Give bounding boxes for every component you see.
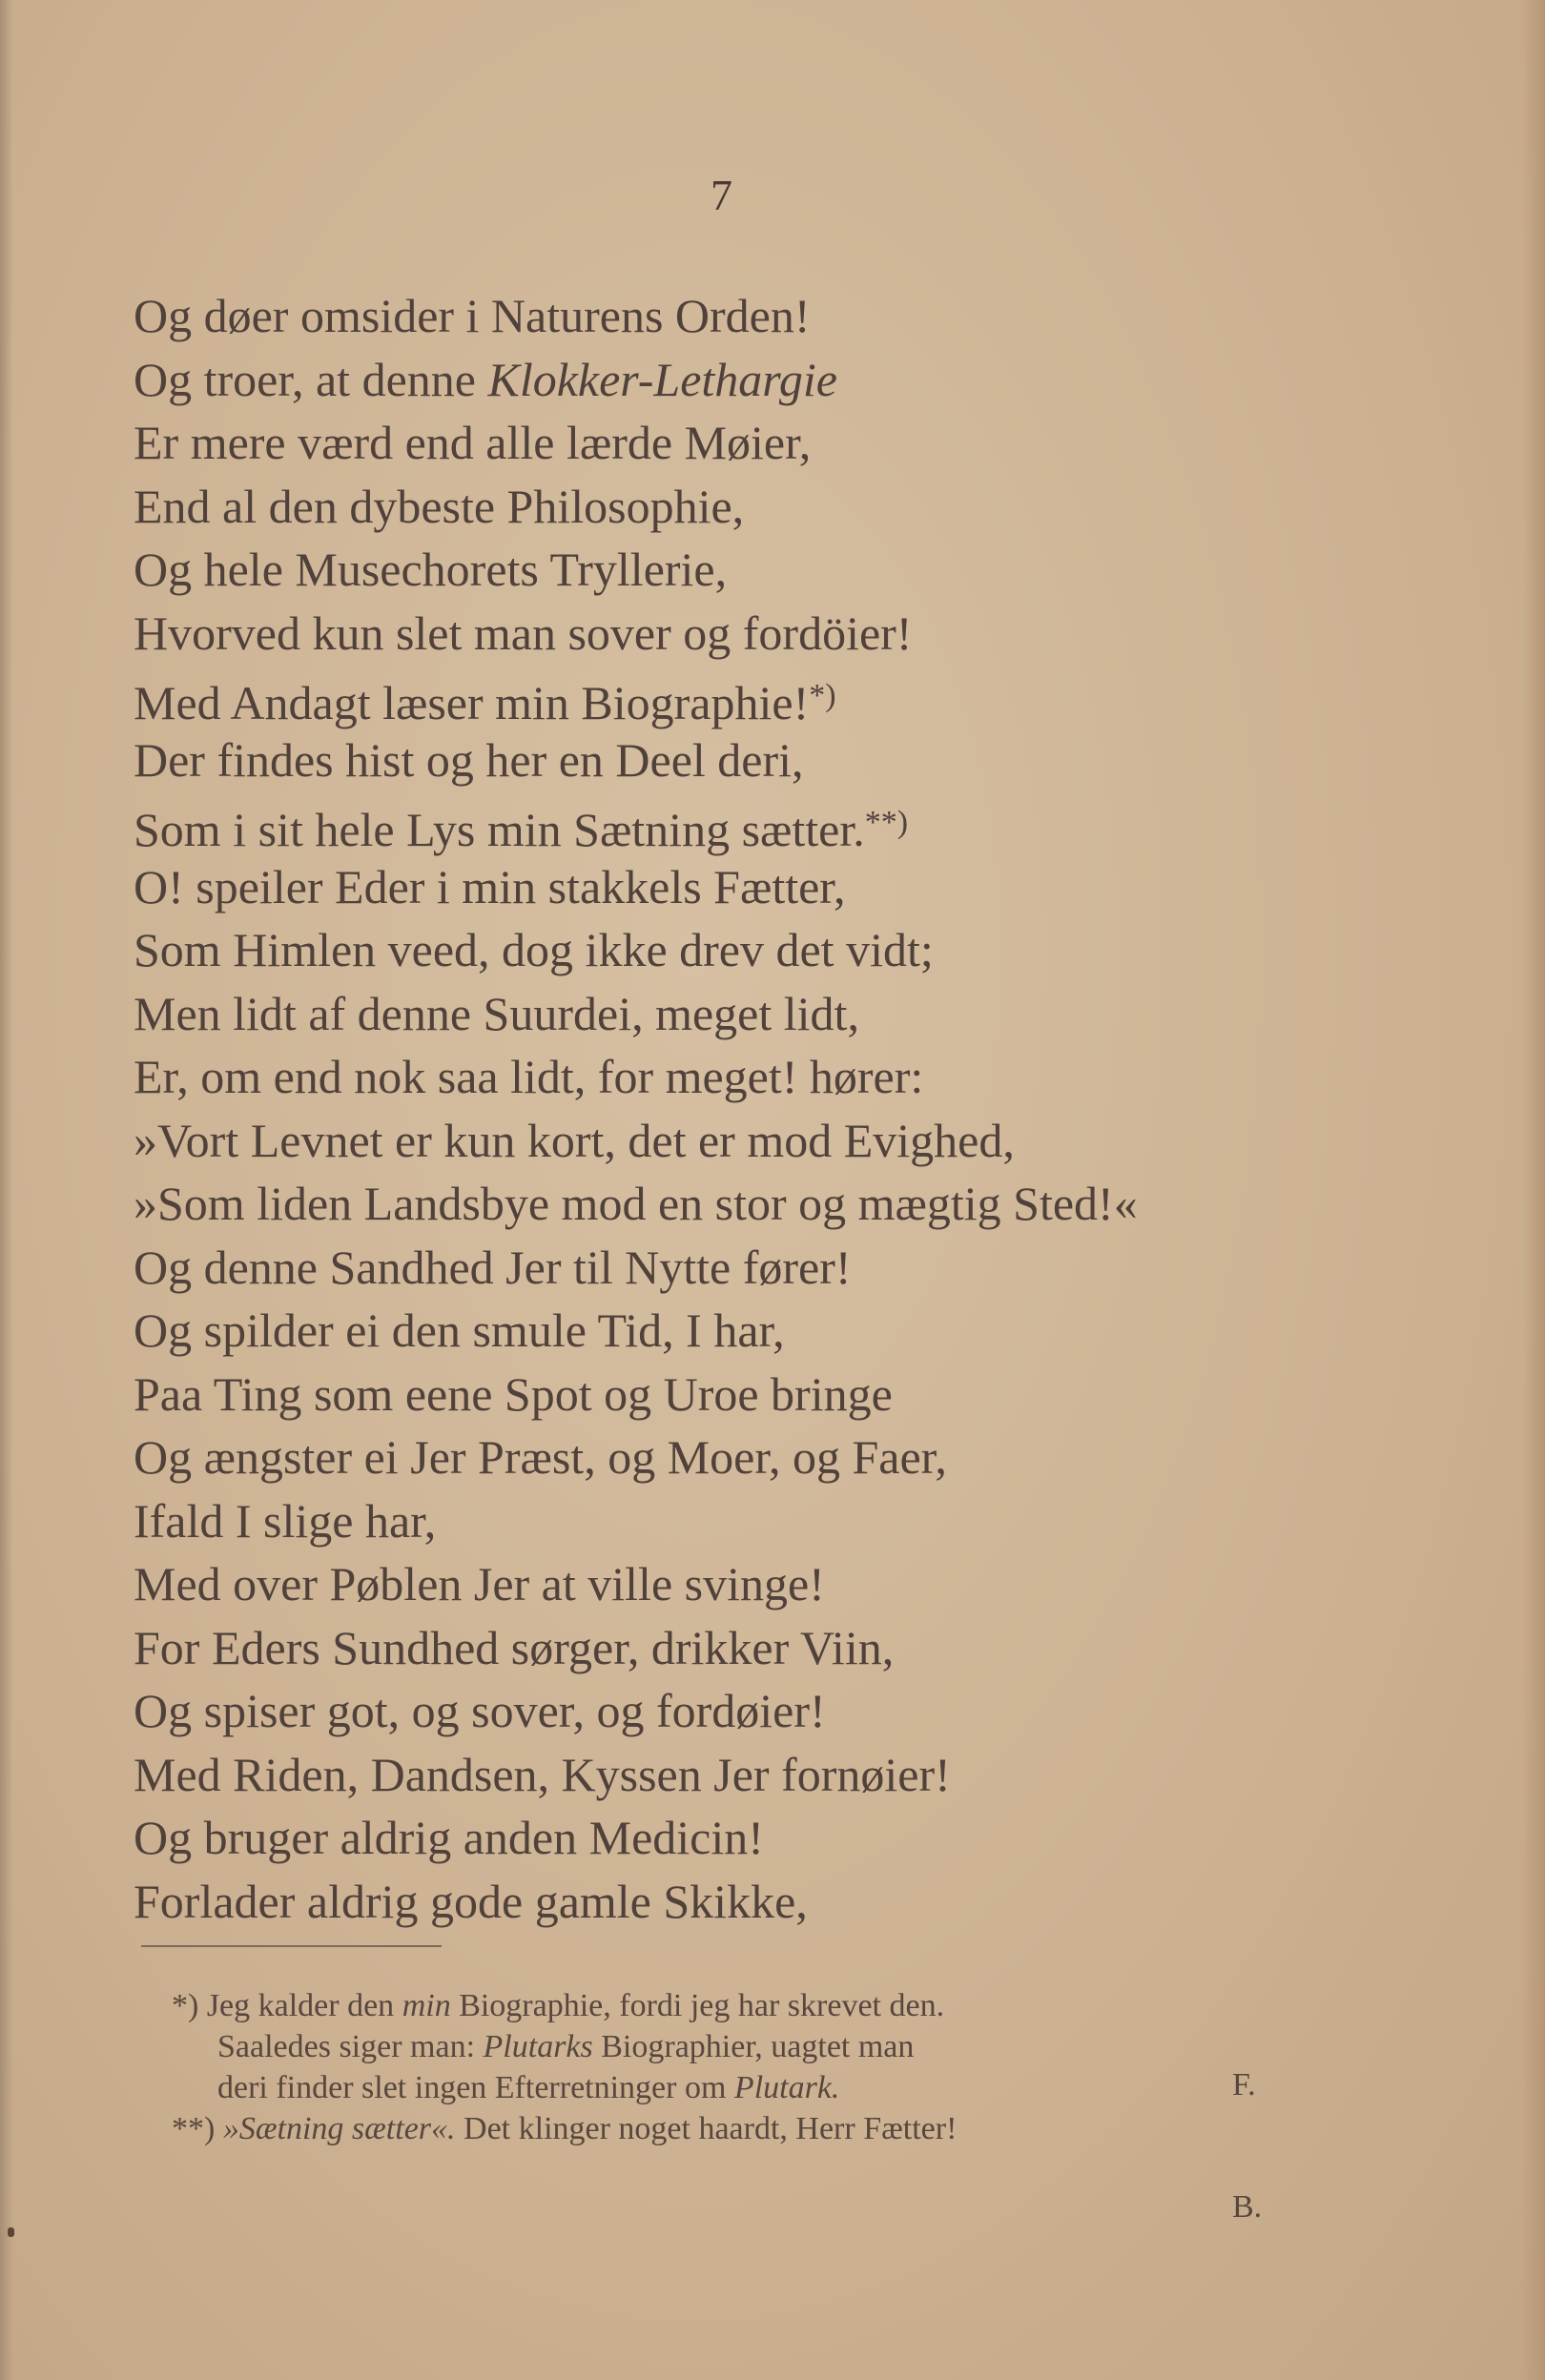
verse-line: Forlader aldrig gode gamle Skikke, bbox=[134, 1874, 808, 1928]
verse-line: For Eders Sundhed sørger, drikker Viin, bbox=[134, 1620, 895, 1674]
verse-line: Som i sit hele Lys min Sætning sætter.**) bbox=[134, 803, 909, 856]
verse-line: Og bruger aldrig anden Medicin! bbox=[134, 1811, 764, 1864]
page-left-edge bbox=[0, 0, 13, 2380]
verse-line: End al den dybeste Philosophie, bbox=[134, 479, 745, 533]
verse-line: Og spilder ei den smule Tid, I har, bbox=[134, 1303, 785, 1357]
verse-line: Paa Ting som eene Spot og Uroe bringe bbox=[134, 1366, 893, 1421]
verse-line: Men lidt af denne Suurdei, meget lidt, bbox=[134, 986, 859, 1040]
page-number: 7 bbox=[711, 171, 732, 219]
verse-line: Med over Pøblen Jer at ville svinge! bbox=[134, 1557, 825, 1611]
footnote-1-signature: F. bbox=[1232, 2067, 1256, 2103]
verse-line: O! speiler Eder i min stakkels Fætter, bbox=[134, 859, 846, 913]
verse-line: Og døer omsider i Naturens Orden! bbox=[134, 289, 811, 342]
verse-line: Ifald I slige har, bbox=[134, 1493, 437, 1548]
footnote-separator bbox=[141, 1945, 442, 1947]
footnote-marker: *) bbox=[809, 678, 836, 713]
verse-line: Med Riden, Dandsen, Kyssen Jer fornøier! bbox=[134, 1747, 951, 1801]
verse-line: Og denne Sandhed Jer til Nytte fører! bbox=[134, 1240, 852, 1294]
footnote-marker: **) bbox=[864, 805, 909, 840]
page-right-edge bbox=[1522, 0, 1545, 2380]
verse-line: Som Himlen veed, dog ikke drev det vidt; bbox=[134, 923, 934, 976]
footnote-1-line-3: deri finder slet ingen Efterretninger om Plutark. bbox=[217, 2070, 840, 2105]
verse-line: Er mere værd end alle lærde Møier, bbox=[134, 416, 812, 469]
footnotes bbox=[172, 1985, 957, 2149]
verse-line: »Vort Levnet er kun kort, det er mod Evighed, bbox=[134, 1113, 1015, 1167]
footnote-2-signature: B. bbox=[1232, 2189, 1263, 2225]
verse-line: Hvorved kun slet man sover og fordöier! bbox=[134, 605, 913, 660]
verse-line: »Som liden Landsbye mod en stor og mægtig Sted!« bbox=[134, 1177, 1138, 1230]
verse-line: Med Andagt læser min Biographie!*) bbox=[134, 676, 836, 729]
footnote-1-line-2: Saaledes siger man: Plutarks Biographier, uagtet man bbox=[217, 2029, 915, 2064]
verse-line: Og spiser got, og sover, og fordøier! bbox=[134, 1684, 826, 1737]
verse-line: Og troer, at denne Klokker-Lethargie bbox=[134, 352, 837, 406]
verse-line: Og hele Musechorets Tryllerie, bbox=[134, 543, 728, 596]
verse-line: Er, om end nok saa lidt, for meget! hører: bbox=[134, 1050, 924, 1103]
ink-stain bbox=[8, 2227, 14, 2237]
verse-line: Der findes hist og her en Deel deri, bbox=[134, 732, 804, 787]
footnote-2-line: **) »Sætning sætter«. Det klinger noget haardt, Herr Fætter! bbox=[172, 2111, 958, 2146]
verse-line: Og ængster ei Jer Præst, og Moer, og Faer, bbox=[134, 1430, 947, 1484]
poem-verses bbox=[134, 284, 1138, 1933]
footnote-1-line-1: *) Jeg kalder den min Biographie, fordi jeg har skrevet den. bbox=[172, 1988, 945, 2023]
